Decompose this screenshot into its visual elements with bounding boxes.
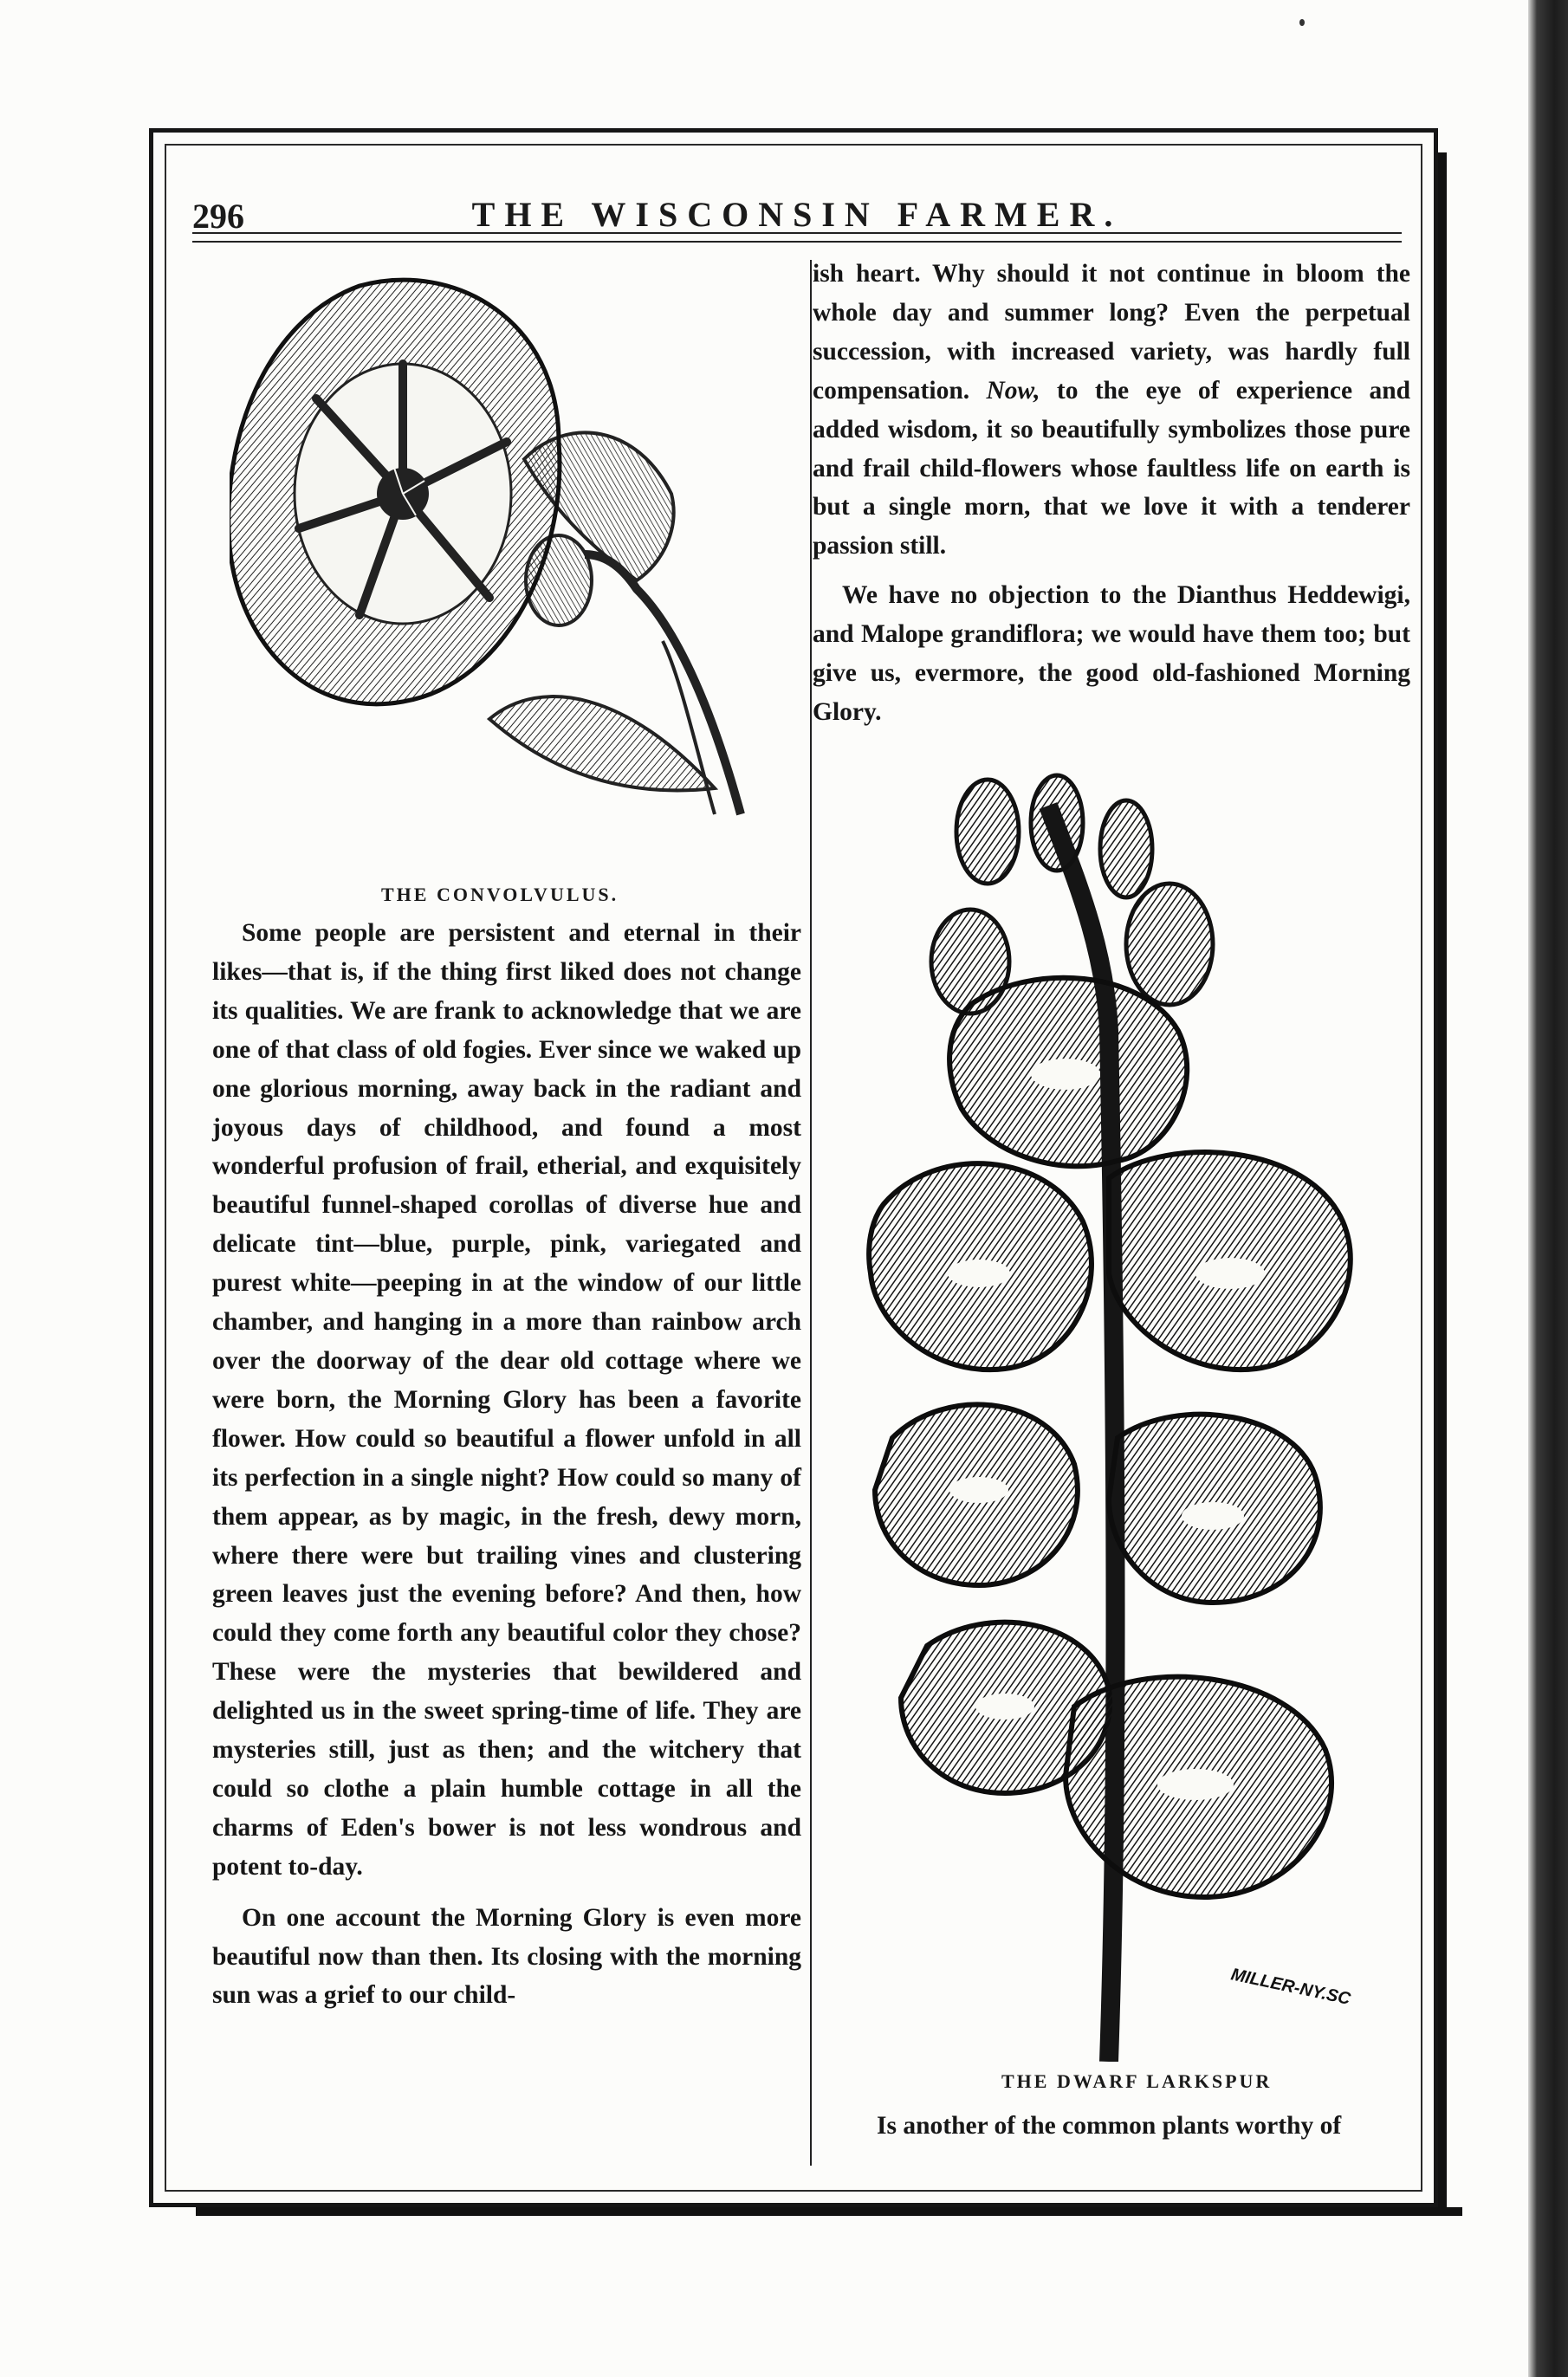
- paragraph: We have no objection to the Dianthus Heddewigi, and Malope grandiflora; we would have them too; but give us, evermore, the good old-fashioned Morning Glory.: [813, 581, 1410, 726]
- right-column-bottom-line: Is another of the common plants worthy of: [877, 2112, 1342, 2140]
- text-span: to the eye of experience and added wisdom, it so beautifully symbolizes those pure and frail child-flowers whose faultless life on earth is but a single morn, that we love it with a tenderer passion still.: [813, 376, 1411, 560]
- frame-shadow-bottom: [196, 2207, 1462, 2216]
- text-span: ish heart. Why should it not continue in bloom the whole day and summer long? Even the perpetual succession, with increased variety, was hardly full compensation.: [813, 260, 1410, 405]
- engraver-signature: MILLER-NY.SC: [1228, 1965, 1352, 2010]
- paragraph: [813, 255, 1410, 566]
- left-column-text: [212, 914, 801, 2015]
- scan-edge: [1528, 0, 1568, 2377]
- paragraph: Some people are persistent and eternal in their likes—that is, if the thing first liked does not change its qualities. We are frank to acknowledge that we are one of that class of old fogies. Ever since we waked up one glorious morning, away back in the radiant and joyous days of childhood, and found a most wonderful profusion of frail, etherial, and exquisitely beautiful funnel-shaped corollas of diverse hue and delicate tint—blue, purple, pink, variegated and purest white—peeping in at the window of our little chamber, and hanging in a more than rainbow arch over the doorway of the dear old cottage where we were born, the Morning Glory has been a favorite flower. How could so beautiful a flower unfold in all its perfection in a single night? How could so many of them appear, as by magic, in the fresh, dewy morn, where there were but trailing vines and clustering green leaves just the evening before? And then, how could they come forth any beautiful color they chose? These were the mysteries that bewildered and delighted us in the sweet spring-time of life. They are mysteries still, just as then; and the witchery that could so clothe a plain humble cottage in all the charms of Eden's bower is not less wondrous and potent to-day.: [212, 919, 801, 1881]
- italic-text: Now,: [986, 376, 1040, 405]
- header-rule-bottom: [192, 241, 1402, 243]
- caption-larkspur: THE DWARF LARKSPUR: [1001, 2070, 1273, 2092]
- caption-convolvulus: THE CONVOLVULUS.: [381, 884, 619, 905]
- header-rule-top: [192, 232, 1402, 234]
- frame-shadow-right: [1438, 152, 1447, 2216]
- column-divider: [810, 260, 812, 2166]
- page-number: 296: [192, 197, 244, 236]
- paragraph: On one account the Morning Glory is even more beautiful now than then. Its closing with the morning sun was a grief to our child-: [212, 1903, 801, 2010]
- larkspur-illustration: [858, 771, 1412, 2062]
- running-title: THE WISCONSIN FARMER.: [471, 195, 1123, 234]
- right-column-text: [813, 255, 1410, 732]
- scan-speck: [1299, 19, 1305, 26]
- convolvulus-illustration: [230, 269, 767, 823]
